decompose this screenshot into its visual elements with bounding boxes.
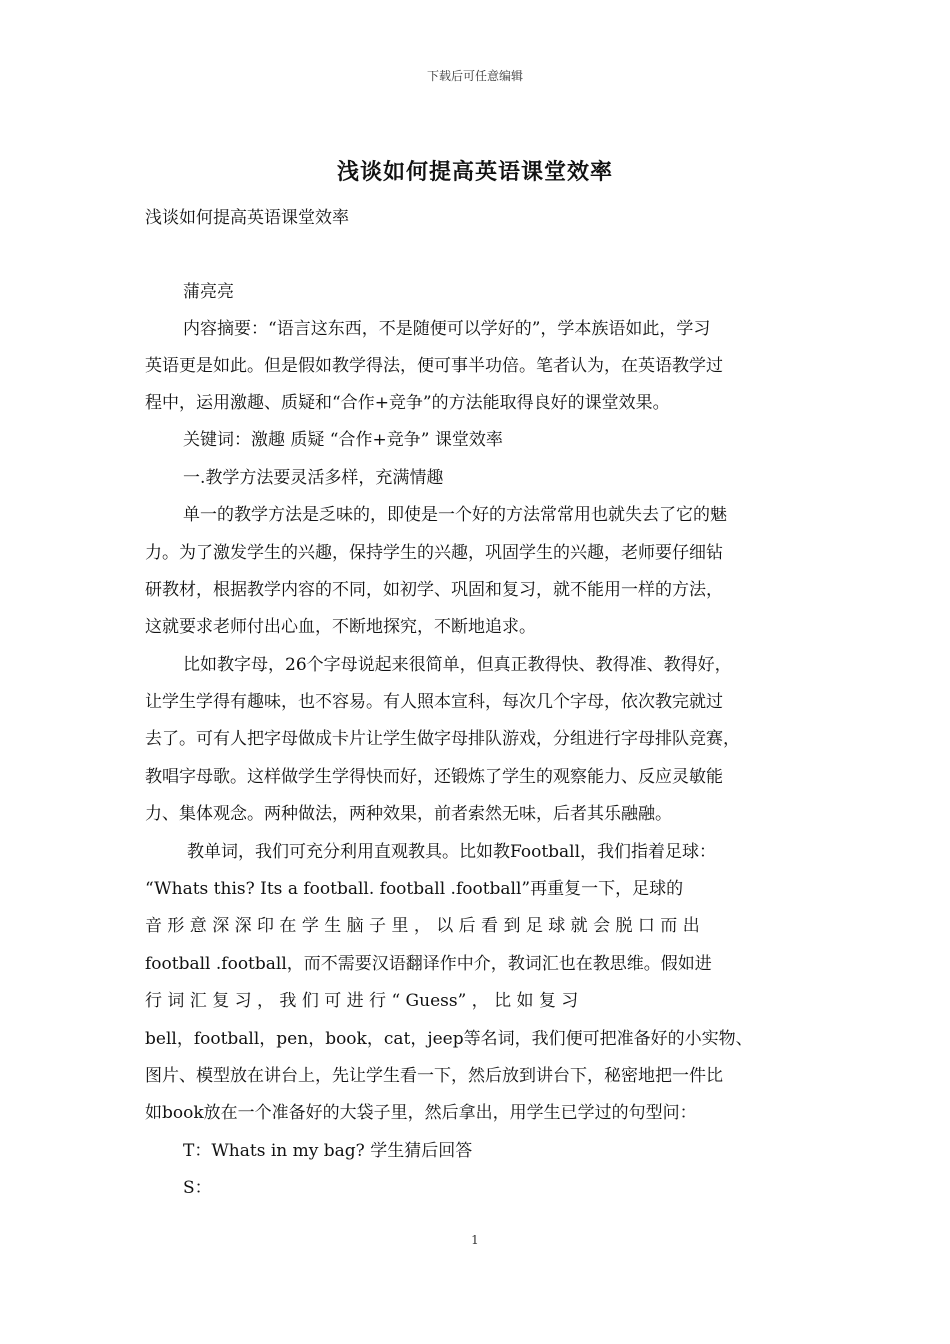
keywords-line: 关键词：激趣 质疑 “合作+竞争” 课堂效率 bbox=[183, 430, 503, 450]
body-line: bell，football，pen，book，cat，jeep等名词，我们便可把准备好的小实物、 bbox=[145, 1029, 753, 1049]
body-line: 单一的教学方法是乏味的，即使是一个好的方法常常用也就失去了它的魅 bbox=[183, 505, 727, 525]
abstract-line: 内容摘要：“语言这东西，不是随便可以学好的”，学本族语如此，学习 bbox=[183, 319, 711, 339]
body-line: 研教材，根据教学内容的不同，如初学、巩固和复习，就不能用一样的方法， bbox=[145, 580, 723, 600]
subtitle-line: 浅谈如何提高英语课堂效率 bbox=[145, 208, 349, 228]
section-heading: 一.教学方法要灵活多样，充满情趣 bbox=[183, 468, 444, 488]
document-title: 浅谈如何提高英语课堂效率 bbox=[336, 159, 613, 185]
body-line: 教单词，我们可充分利用直观教具。比如教Football，我们指着足球： bbox=[187, 842, 717, 862]
author-line: 蒲亮亮 bbox=[183, 282, 234, 302]
body-line: 力。为了激发学生的兴趣，保持学生的兴趣，巩固学生的兴趣，老师要仔细钻 bbox=[145, 543, 723, 563]
dialogue-line: T：Whats in my bag? 学生猜后回答 bbox=[183, 1141, 473, 1161]
body-line: 如book放在一个准备好的大袋子里，然后拿出，用学生已学过的句型问： bbox=[145, 1103, 697, 1123]
body-line: “Whats this? Its a football. football .football”再重复一下，足球的 bbox=[145, 879, 684, 899]
body-line: 力、集体观念。两种做法，两种效果，前者索然无味，后者其乐融融。 bbox=[145, 804, 672, 824]
body-line: 这就要求老师付出心血，不断地探究，不断地追求。 bbox=[145, 617, 536, 637]
body-line: 教唱字母歌。这样做学生学得快而好，还锻炼了学生的观察能力、反应灵敏能 bbox=[145, 767, 723, 787]
body-line: 让学生学得有趣味，也不容易。有人照本宣科，每次几个字母，依次教完就过 bbox=[145, 692, 723, 712]
abstract-line: 程中，运用激趣、质疑和“合作+竞争”的方法能取得良好的课堂效果。 bbox=[145, 393, 670, 413]
body-line: 比如教字母，26个字母说起来很简单，但真正教得快、教得准、教得好， bbox=[183, 655, 732, 675]
body-line: 去了。可有人把字母做成卡片让学生做字母排队游戏，分组进行字母排队竞赛， bbox=[145, 729, 740, 749]
abstract-line: 英语更是如此。但是假如教学得法，便可事半功倍。笔者认为，在英语教学过 bbox=[145, 356, 723, 376]
page-number: 1 bbox=[471, 1233, 479, 1247]
page-header: 下载后可任意编辑 bbox=[426, 69, 523, 83]
body-line: football .football，而不需要汉语翻译作中介，教词汇也在教思维。假如进 bbox=[145, 954, 712, 974]
dialogue-line: S： bbox=[183, 1178, 212, 1198]
body-line: 音 形 意 深 深 印 在 学 生 脑 子 里 ， 以 后 看 到 足 球 就 会 脱 口 而 出 bbox=[145, 916, 700, 936]
body-line: 图片、模型放在讲台上，先让学生看一下，然后放到讲台下，秘密地把一件比 bbox=[145, 1066, 723, 1086]
body-line: 行 词 汇 复 习 ， 我 们 可 进 行 “ Guess” ， 比 如 复 习 bbox=[145, 991, 579, 1011]
